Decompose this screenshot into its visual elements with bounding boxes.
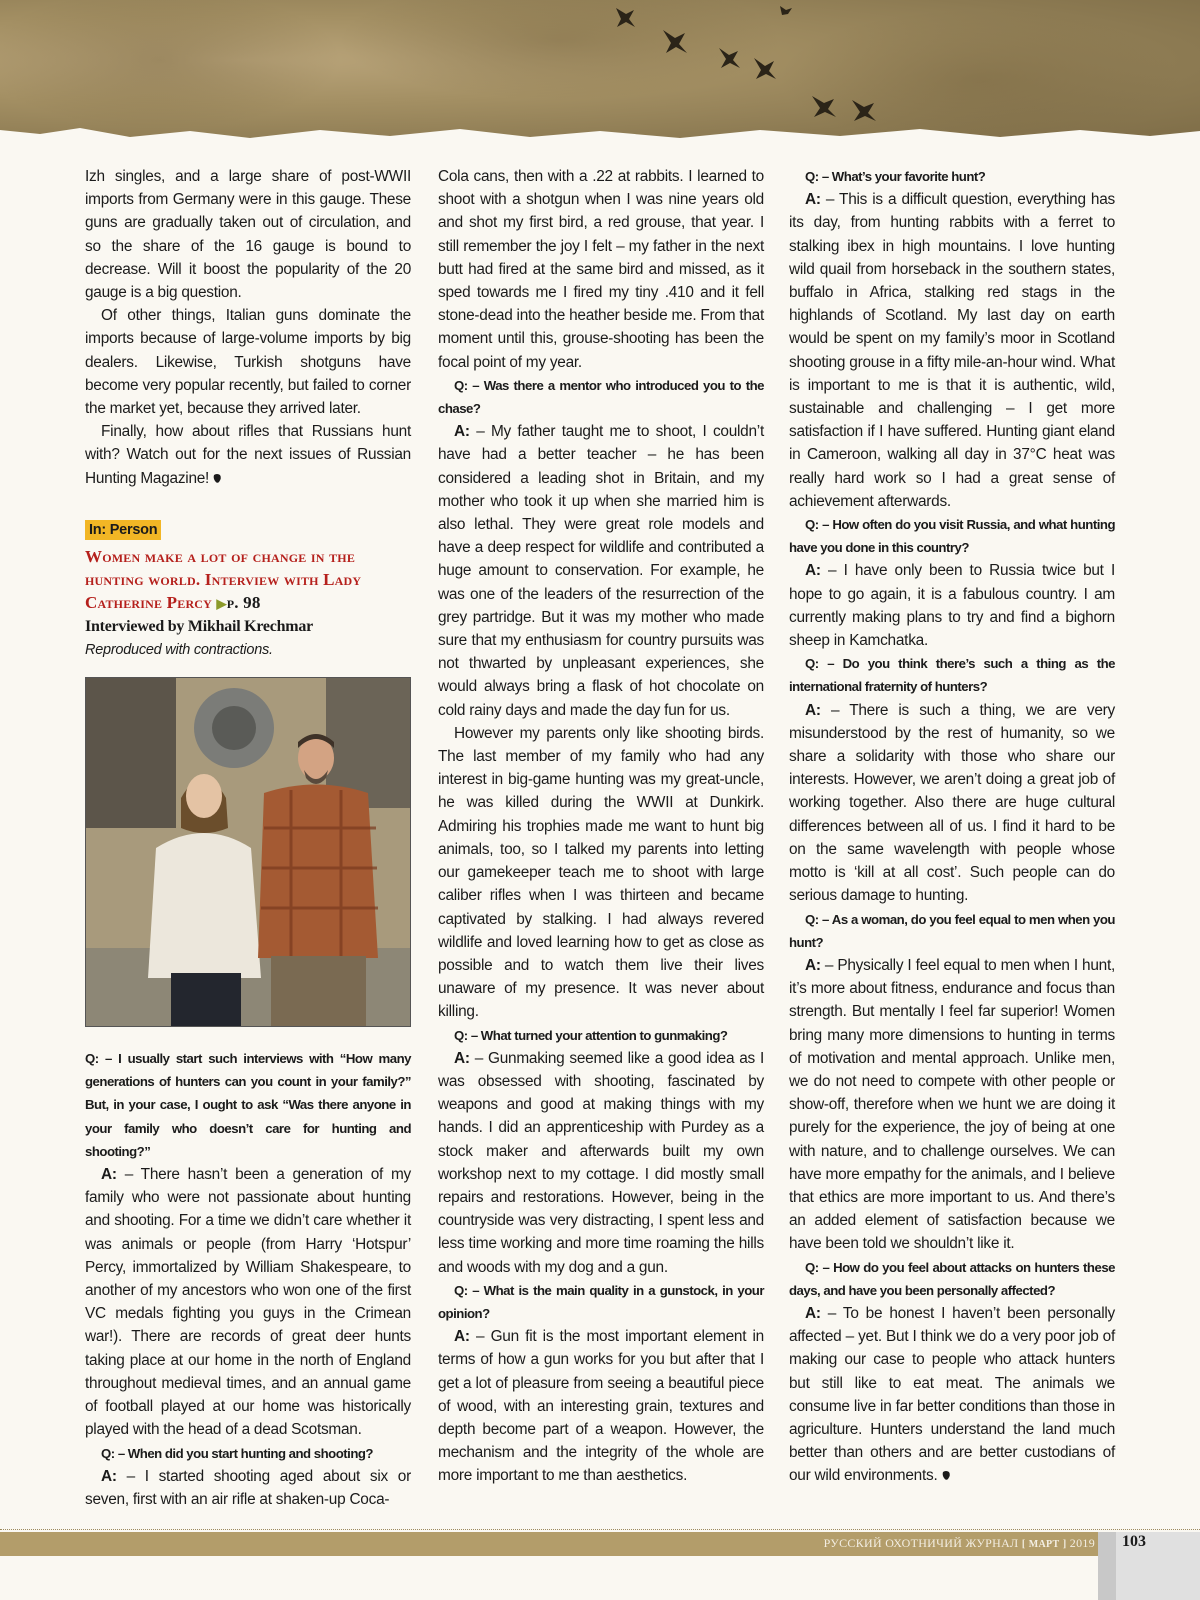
question: Q: – What turned your attention to gunmaking? — [454, 1027, 728, 1043]
answer-text: – To be honest I haven’t been personally affected – yet. But I think we do a very poor job of making our case to people who attack hunters but still like to eat meat. The animals we consume live in far better conditions than those in agriculture. Hunters understand the land much better than others and are better custodians of our wild environments. — [789, 1304, 1115, 1485]
issue-year: 2019 — [1069, 1536, 1095, 1550]
issue-bracket-open: [ — [1021, 1539, 1026, 1550]
article-columns — [85, 165, 1116, 1508]
magazine-footer — [824, 1536, 1095, 1551]
answer — [438, 420, 764, 722]
footer-divider — [0, 1529, 1200, 1530]
feature-title[interactable] — [85, 545, 411, 615]
answer-label: A: — [454, 423, 470, 441]
answer-text: – There hasn’t been a generation of my family who were not passionate about hunting and shooting. For a time we didn’t care whether it was animals or people (from Harry ‘Hotspur’ Percy, immortalized by William Shakespeare, to another of my ancestors who won one of the first VC medals fighting you guys in the Crimean war!). There are records of great deer hunts taking place at our home in the north of England throughout medieval times, and an annual game of football played at our home was historically played with the head of a dead Scotsman. — [85, 1166, 412, 1439]
issue-bracket-close: ] — [1062, 1539, 1067, 1550]
answer-label: A: — [101, 1467, 117, 1485]
answer — [789, 188, 1115, 513]
photo-illustration — [86, 678, 411, 1027]
column-3 — [789, 165, 1115, 1488]
answer-label: A: — [454, 1049, 470, 1067]
section-tag: In: Person — [85, 520, 161, 540]
answer — [85, 1465, 411, 1511]
page-reference[interactable] — [217, 593, 261, 612]
column-1 — [85, 165, 411, 1511]
end-mark-icon — [942, 1470, 951, 1481]
byline: Interviewed by Mikhail Krechmar — [85, 618, 313, 636]
header-texture-band — [0, 0, 1200, 150]
question: Q: – Do you think there’s such a thing as the international fraternity of hunters? — [789, 656, 1115, 695]
column-2 — [438, 165, 764, 1488]
answer-label: A: — [805, 956, 821, 974]
paragraph — [85, 420, 411, 490]
paragraph: Izh singles, and a large share of post-WWII imports from Germany were in this gauge. These guns are gradually taken out of circulation, and so the share of the 16 gauge is bound to decrease. Will it boost the popularity of the 20 gauge is a big question. — [85, 168, 411, 302]
interview-photo — [85, 677, 411, 1027]
feature-title-text: Women make a lot of change in the hunting world. Interview with Lady Catherine Percy — [85, 547, 362, 613]
reproduction-note: Reproduced with contractions. — [85, 642, 273, 659]
issue-month: МАРТ — [1028, 1539, 1060, 1550]
answer-label: A: — [805, 191, 821, 209]
question: Q: – What’s your favorite hunt? — [805, 169, 986, 184]
question: Q: – What is the main quality in a gunstock, in your opinion? — [438, 1282, 764, 1321]
answer — [789, 954, 1115, 1256]
answer-text: – Gunmaking seemed like a good idea as I was obsessed with shooting, fascinated by weapons and good at making things with my hands. I did an apprenticeship with Purdey as a stock maker and afterwards built my own workshop next to my cottage. I did mostly small repairs and restorations. However, being in the countryside was very distracting, I spent less and less time working and more time roaming the hills and woods with my dog and a gun. — [438, 1049, 764, 1276]
answer-text: – My father taught me to shoot, I couldn’t have had a better teacher – he has been considered a leading shot in Britain, and my mother who took it up when she married him is also lethal. They were great role models and have a deep respect for wildlife and contributed a huge amount to conservation. For example, he was one of the leaders of the resurrection of the grey partridge. But it was my mother who made sure that my enthusiasm for country pursuits was not thwarted by unpleasant experiences, she would always bring a flask of hot chocolate on cold rainy days and made the day fun for us. — [438, 423, 764, 719]
answer-label: A: — [454, 1328, 470, 1346]
flying-birds-illustration — [0, 0, 1200, 150]
answer — [85, 1163, 411, 1441]
arrow-right-icon: ▶ — [216, 596, 227, 612]
page-reference-text: p. 98 — [226, 593, 261, 613]
answer-text: – Gun fit is the most important element in terms of how a gun works for you but after that I get a lot of pleasure from seeing a beautiful piece of wood, with an interesting grain, textures and depth become part of a weapon. However, the mechanism and the integrity of the whole are more important to me than aesthetics. — [438, 1328, 764, 1485]
answer-label: A: — [805, 701, 821, 719]
answer-label: A: — [101, 1166, 117, 1184]
answer-text: – There is such a thing, we are very misunderstood by the rest of humanity, so we share a solidarity with those who share our interests. However, we aren’t doing a great job of working together. Also there are huge cultural differences between all of us. I find it hard to be on the same wavelength with people whose motto is ‘kill at all cost’. Such people can do serious damage to hunting. — [789, 701, 1115, 905]
answer-text: – I have only been to Russia twice but I hope to go again, it is a fabulous country. I am currently making plans to try and find a bighorn sheep in Kamchatka. — [789, 562, 1116, 650]
answer-text: – This is a difficult question, everything has its day, from hunting rabbits with a ferret to stalking ibex in high mountains. I love hunting wild quail from horseback in the southern states, buffalo in Africa, stalking red stags in the highlands of Scotland. My last day on earth would be spent on my family’s moor in Scotland shooting grouse in a fifty mile-an-hour wind. What is important to me is that it is authentic, wild, sustainable and challenging – I get more satisfaction if I have suffered. Hunting giant eland in Cameroon, walking all day in 37°C heat was really hard work so I had a great sense of achievement afterwards. — [789, 191, 1116, 510]
question: Q: – I usually start such interviews with “How many generations of hunters can you count in your family?” But, in your case, I ought to ask “Was there anyone in your family who doesn’t care for hunting and shooting?” — [85, 1051, 411, 1159]
question: Q: – How do you feel about attacks on hunters these days, and have you been personally affected? — [789, 1259, 1115, 1298]
paragraph: However my parents only like shooting birds. The last member of my family who had any interest in big-game hunting was my great-uncle, he was killed during the WWII at Dunkirk. Admiring his trophies made me want to hunt big animals, too, so I talked my parents into letting our gamekeeper teach me to shoot with large caliber rifles when I was thirteen and became captivated by stalking. I had always revered wildlife and loved learning how to get as close as possible and to watch them live their lives unaware of my presence. It was never about killing. — [438, 724, 764, 1021]
answer — [438, 1047, 764, 1279]
question: Q: – When did you start hunting and shooting? — [101, 1445, 373, 1461]
answer-text: – Physically I feel equal to men when I hunt, it’s more about fitness, endurance and focus than strength. But mentally I feel far superior! Women bring many more dimensions to hunting in terms of motivation and mental approach. Unlike men, we do not need to compete with other people or show-off, therefore when we hunt we are doing it purely for the experience, the joy of being at one with nature, and to challenge ourselves. We can have more empathy for the animals, and I believe that ethics are more important to us. And there’s an added element of satisfaction because we have been told we shouldn’t like it. — [789, 956, 1116, 1253]
answer — [789, 559, 1115, 652]
paragraph: Cola cans, then with a .22 at rabbits. I learned to shoot with a shotgun when I was nine years old and shot my first bird, a red grouse, that year. I still remember the joy I felt – my father in the next butt had fired at the same bird and missed, as it sped towards me I fired my tiny .410 and it fell stone-dead into the heather beside me. From that moment until this, grouse-shooting has been the focal point of my year. — [438, 168, 764, 371]
paragraph-text: Finally, how about rifles that Russians hunt with? Watch out for the next issues of Russian Hunting Magazine! — [85, 423, 411, 487]
answer — [438, 1325, 764, 1487]
answer-label: A: — [805, 562, 821, 580]
answer — [789, 699, 1115, 908]
end-mark-icon — [213, 473, 222, 484]
answer — [789, 1302, 1115, 1488]
question: Q: – How often do you visit Russia, and what hunting have you done in this country? — [789, 517, 1115, 556]
page-number: 103 — [1122, 1533, 1146, 1550]
answer-text: – I started shooting aged about six or seven, first with an air rifle at shaken-up Coca- — [85, 1467, 411, 1508]
magazine-name: РУССКИЙ ОХОТНИЧИЙ ЖУРНАЛ — [823, 1536, 1019, 1550]
question: Q: – Was there a mentor who introduced you to the chase? — [438, 377, 764, 417]
page-number-tab — [1098, 1532, 1116, 1600]
paragraph: Of other things, Italian guns dominate the imports because of large-volume imports by big dealers. Likewise, Turkish shotguns have become very popular recently, but failed to corner the market yet, because they arrived later. — [85, 307, 411, 418]
answer-label: A: — [805, 1304, 821, 1322]
question: Q: – As a woman, do you feel equal to men when you hunt? — [789, 911, 1115, 950]
